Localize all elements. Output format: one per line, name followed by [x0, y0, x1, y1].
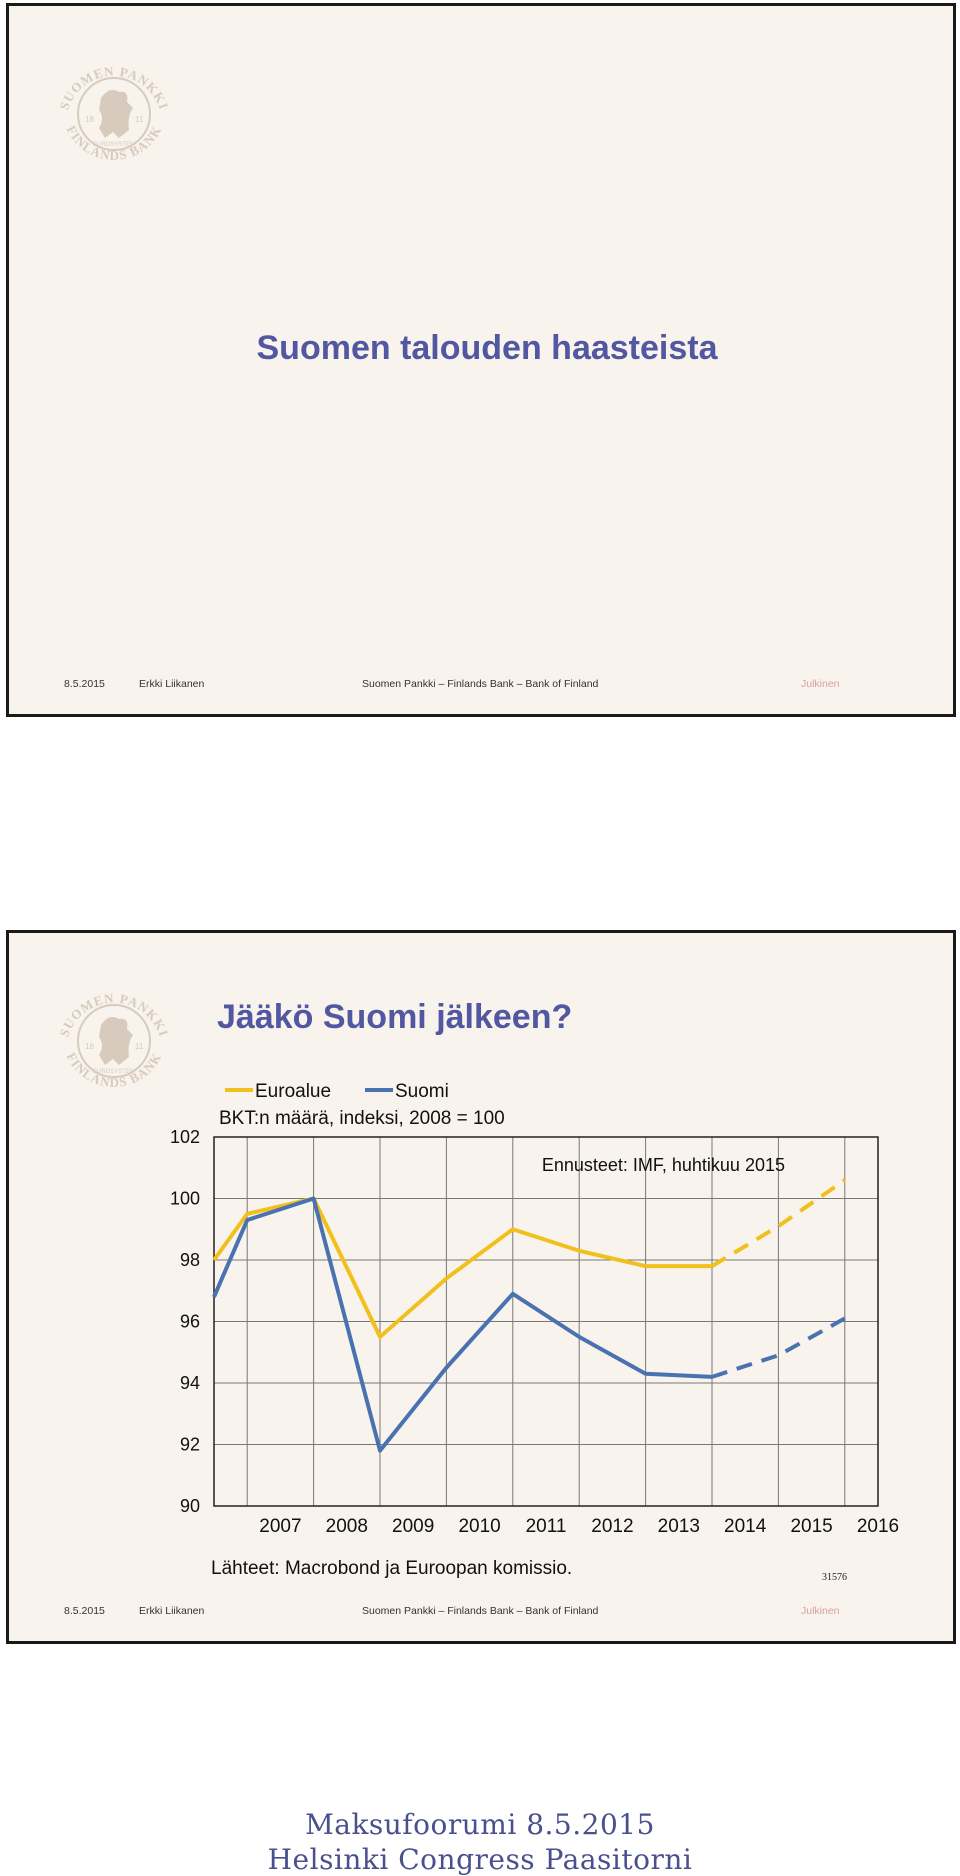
event-name: Maksufoorumi 8.5.2015: [305, 1808, 655, 1841]
x-tick-label: 2015: [790, 1516, 833, 1537]
x-tick-label: 2008: [325, 1516, 368, 1537]
x-tick-label: 2012: [591, 1516, 634, 1537]
y-tick-label: 102: [169, 1127, 200, 1147]
footer-organization: Suomen Pankki – Finlands Bank – Bank of Finland: [362, 678, 599, 690]
footer-classification: Julkinen: [801, 678, 840, 690]
logo-eurosystem: EUROSYSTEM: [92, 142, 136, 148]
y-tick-label: 96: [179, 1311, 200, 1332]
footer-classification: Julkinen: [801, 1605, 840, 1617]
logo-year-left: 18: [85, 1042, 94, 1051]
slide-footer: [9, 1605, 953, 1619]
slide-footer: [9, 678, 953, 692]
logo-text-top: SUOMEN PANKKI: [56, 63, 172, 112]
logo-year-left: 18: [85, 115, 94, 124]
y-tick-label: 90: [179, 1496, 200, 1516]
logo-text-bottom: FINLANDS BANK: [63, 122, 165, 163]
bank-seal-logo: [49, 46, 179, 176]
logo-text-bottom: FINLANDS BANK: [63, 1049, 165, 1090]
footer-author: Erkki Liikanen: [139, 1605, 205, 1617]
footer-organization: Suomen Pankki – Finlands Bank – Bank of Finland: [362, 1605, 599, 1617]
lion-icon: [99, 90, 133, 138]
x-tick-label: 2014: [724, 1516, 767, 1537]
forecast-annotation: Ennusteet: IMF, huhtikuu 2015: [541, 1155, 785, 1175]
event-venue: Helsinki Congress Paasitorni: [267, 1843, 693, 1876]
chart-grid: [214, 1137, 878, 1506]
x-tick-label: 2016: [856, 1516, 900, 1537]
y-tick-label: 92: [179, 1434, 200, 1455]
logo-year-right: 11: [135, 1042, 144, 1051]
gdp-line-chart: [9, 933, 953, 1641]
x-tick-label: 2010: [458, 1516, 501, 1537]
suomi-actual-line: [214, 1199, 712, 1451]
y-tick-label: 94: [179, 1373, 200, 1393]
x-tick-label: 2011: [525, 1516, 567, 1537]
slide-1: [6, 3, 956, 717]
logo-eurosystem: EUROSYSTEM: [92, 1069, 136, 1075]
chart-legend: [225, 1081, 449, 1102]
logo-year-right: 11: [135, 115, 144, 124]
slide-title: Suomen talouden haasteista: [256, 329, 718, 367]
footer-date: 8.5.2015: [64, 678, 105, 690]
slide-2: [6, 930, 956, 1644]
logo-text-top: SUOMEN PANKKI: [56, 990, 172, 1039]
x-tick-label: 2007: [259, 1516, 302, 1537]
chart-title: BKT:n määrä, indeksi, 2008 = 100: [219, 1108, 505, 1129]
footer-date: 8.5.2015: [64, 1605, 105, 1617]
footer-author: Erkki Liikanen: [139, 678, 205, 690]
y-tick-label: 98: [179, 1250, 200, 1270]
slide-title: Jääkö Suomi jälkeen?: [217, 998, 573, 1036]
legend-label: Euroalue: [255, 1081, 332, 1102]
legend-label: Suomi: [395, 1081, 449, 1102]
y-tick-label: 100: [169, 1188, 200, 1209]
euroalue-actual-line: [214, 1199, 712, 1337]
x-tick-label: 2013: [657, 1516, 700, 1537]
x-tick-label: 2009: [392, 1516, 435, 1537]
chart-id: 31576: [822, 1572, 847, 1583]
chart-source: Lähteet: Macrobond ja Euroopan komissio.: [211, 1558, 573, 1579]
